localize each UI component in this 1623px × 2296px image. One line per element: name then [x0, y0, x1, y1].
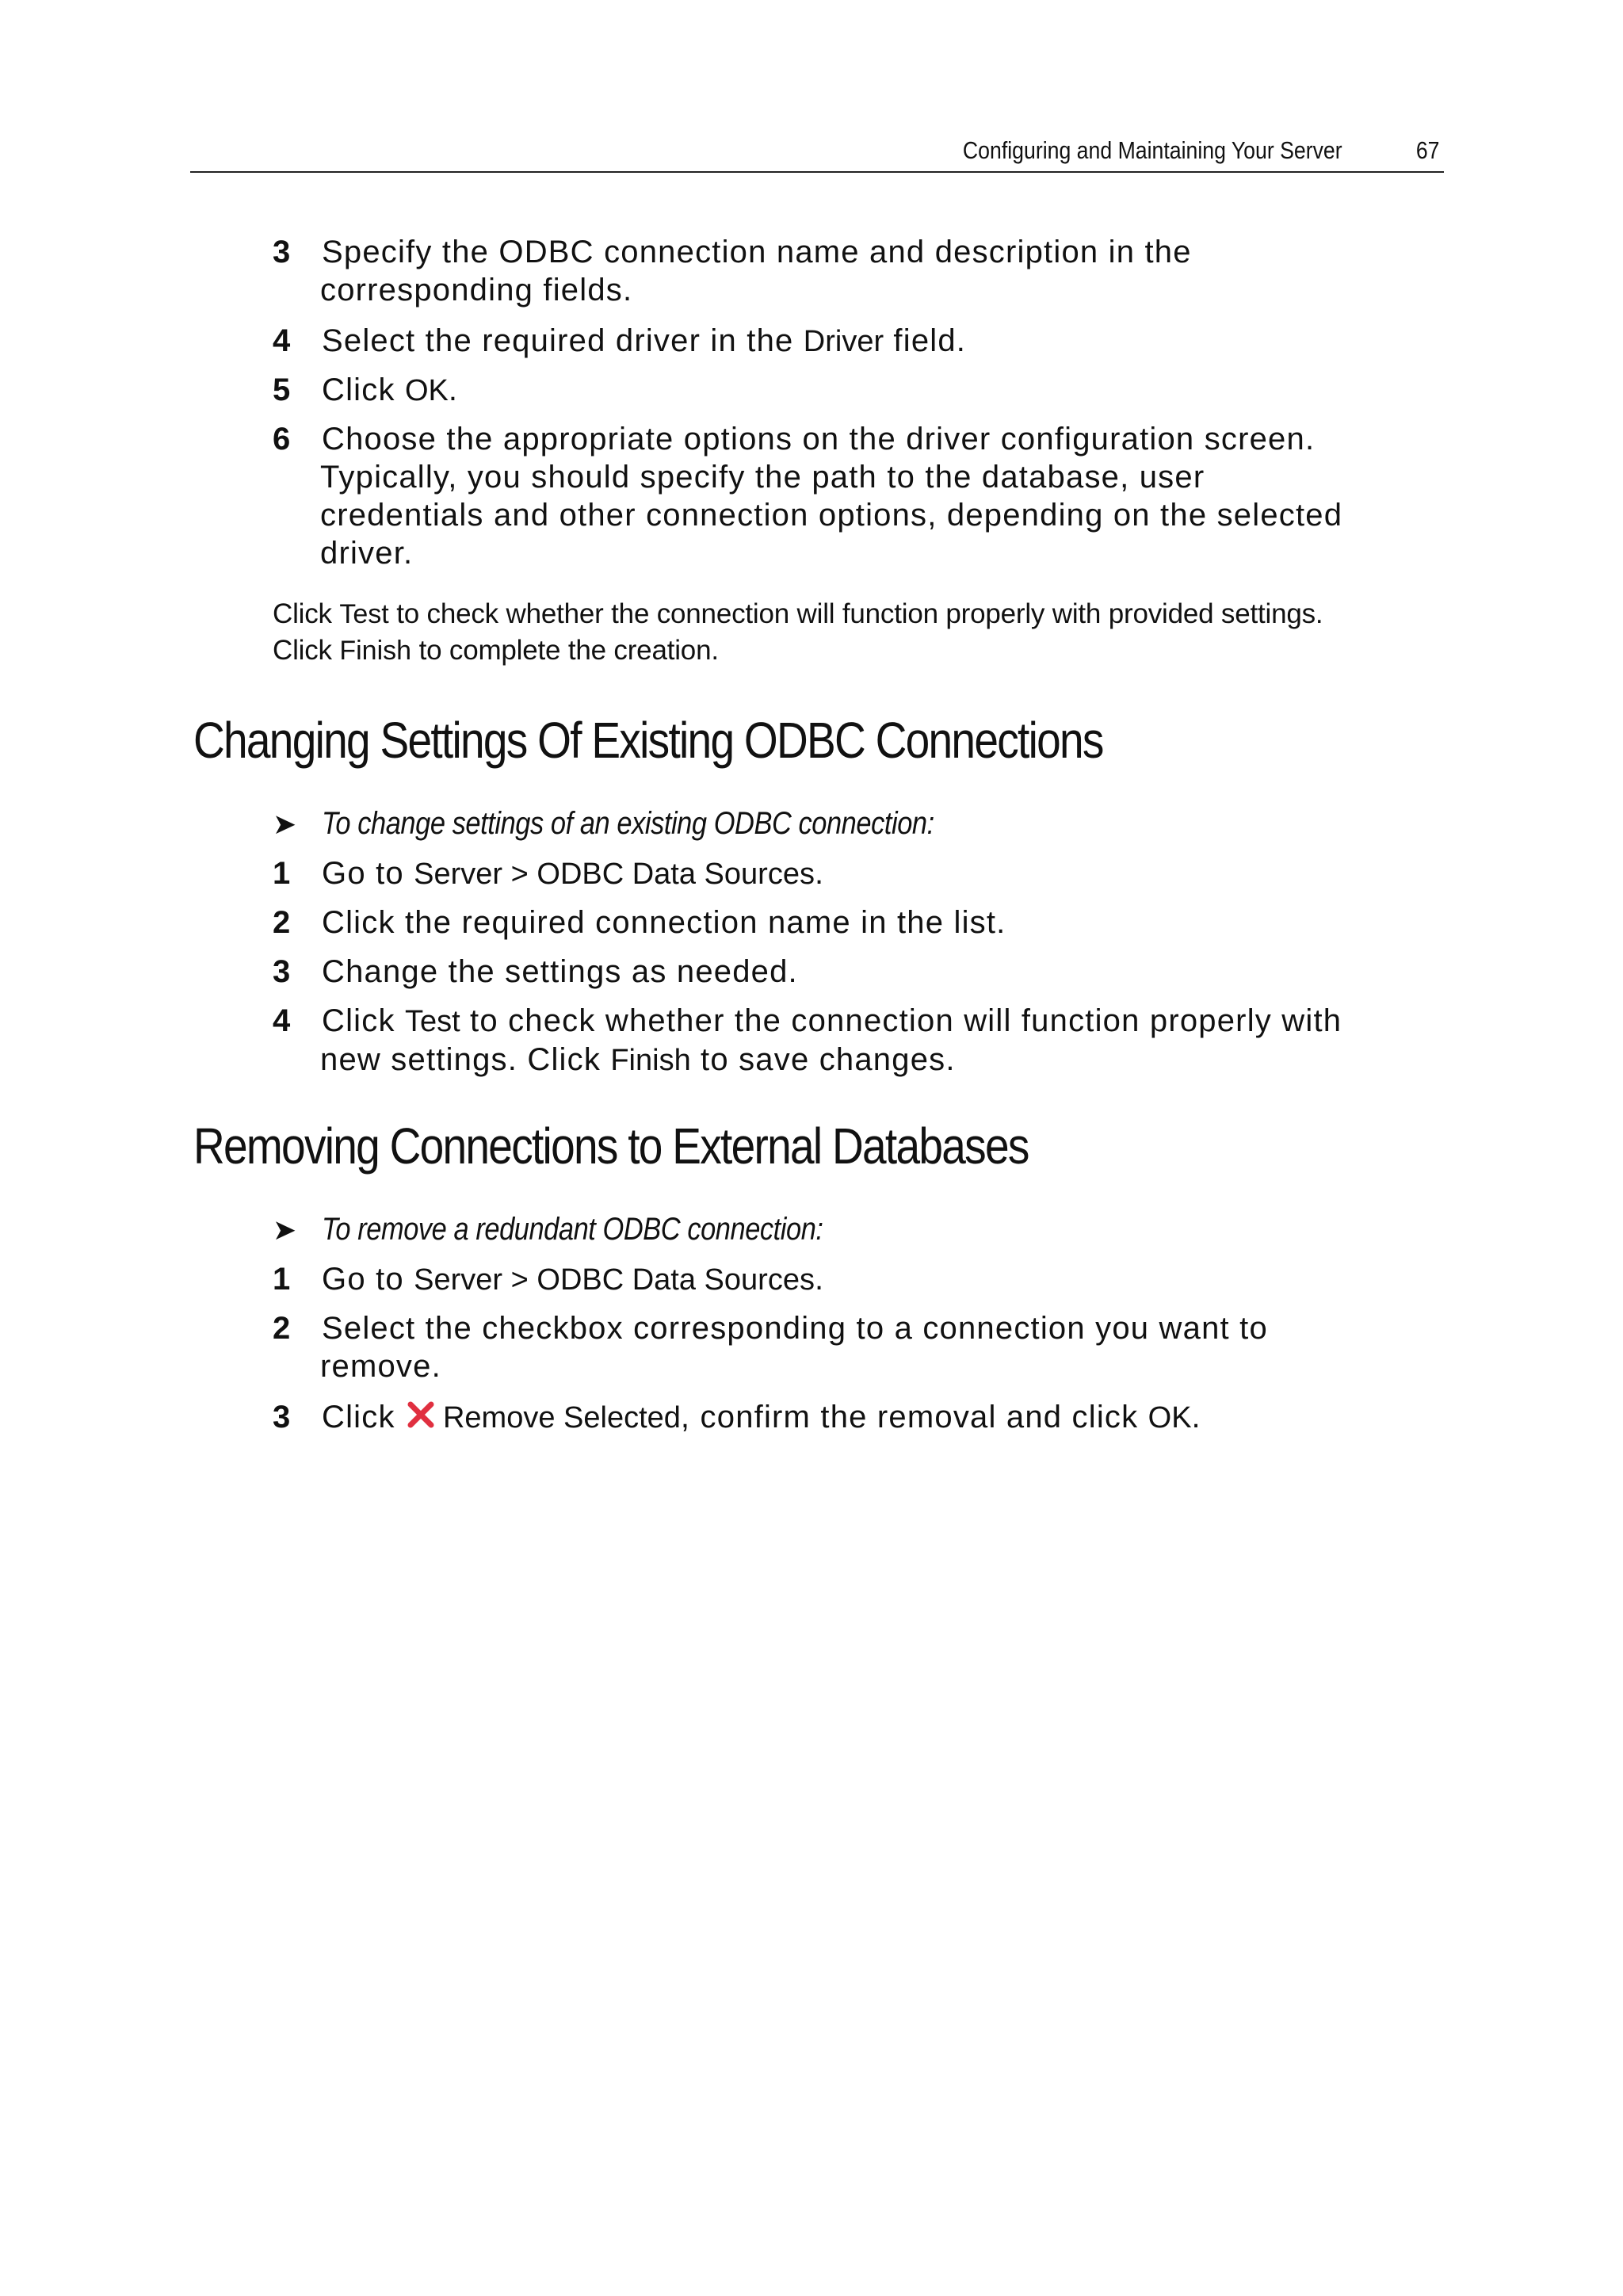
step-item: [273, 420, 1445, 572]
step-text: Change the settings as needed.: [322, 954, 798, 989]
note-text-part: Click: [273, 598, 340, 629]
procedure-title: [273, 804, 1034, 843]
step-text: [322, 1398, 1445, 1437]
page-number: 67: [1415, 136, 1439, 164]
step-item: [273, 1002, 1445, 1079]
arrow-bullet-icon: ➤: [273, 808, 297, 840]
step-item: [273, 904, 1445, 942]
step-number: 2: [273, 905, 291, 940]
note-line: [273, 632, 1445, 669]
step-text-part: to save changes.: [690, 1042, 956, 1077]
step-item: [273, 1260, 1445, 1299]
step-text-part: .: [814, 1262, 825, 1297]
step-text-line: remove.: [320, 1349, 441, 1384]
ui-term: Server > ODBC Data Sources: [414, 1263, 815, 1297]
note-text-part: to complete the creation.: [411, 635, 719, 666]
step-number: 3: [273, 1400, 291, 1435]
ui-term: Finish: [610, 1044, 691, 1077]
procedure-text: To remove a redundant ODBC connection:: [322, 1212, 823, 1247]
step-item: [273, 1398, 1445, 1437]
step-text-line: Choose the appropriate options on the driver configuration screen.: [322, 422, 1316, 457]
step-text: [322, 371, 1445, 410]
step-number: 6: [273, 422, 291, 457]
step-text-line: corresponding fields.: [320, 273, 633, 308]
step-text-part: Go to: [322, 856, 414, 891]
step-number: 1: [273, 856, 291, 891]
step-text-part: Select the required driver in the: [322, 323, 804, 358]
note-text-part: Click: [273, 635, 340, 666]
ui-term: Remove Selected: [442, 1401, 681, 1435]
step-text-line: [320, 1041, 1445, 1079]
step-item: [273, 953, 1445, 991]
ui-term: Test: [339, 599, 389, 629]
step-text-part: Click: [322, 1400, 405, 1435]
step-text-part: .: [1191, 1400, 1201, 1435]
ui-term: OK: [1148, 1401, 1192, 1435]
step-text-part: field.: [884, 323, 967, 358]
header-title: Configuring and Maintaining Your Server: [963, 136, 1342, 164]
arrow-bullet-icon: ➤: [273, 1213, 297, 1246]
step-item: [273, 371, 1445, 410]
step-number: 5: [273, 372, 291, 407]
ui-term: Test: [404, 1005, 460, 1038]
ui-term: Finish: [339, 636, 412, 666]
step-number: 2: [273, 1311, 291, 1346]
step-text: [322, 322, 1445, 361]
procedure-title: [273, 1210, 905, 1249]
step-number: 1: [273, 1262, 291, 1297]
step-text-part: .: [448, 372, 459, 407]
step-text-part: new settings. Click: [320, 1042, 611, 1077]
step-item: [273, 1309, 1445, 1385]
step-text-line: credentials and other connection options, depending on the selected: [320, 498, 1343, 533]
step-text-part: Go to: [322, 1262, 414, 1297]
step-text-part: to check whether the connection will function properly with: [460, 1003, 1342, 1038]
step-text-line: [322, 1002, 1445, 1041]
step-number: 3: [273, 235, 291, 269]
ui-term: Driver: [803, 325, 884, 358]
step-text-part: .: [814, 856, 825, 891]
step-text: Click the required connection name in the list.: [322, 905, 1006, 940]
step-text-line: Select the checkbox corresponding to a connection you want to: [322, 1311, 1268, 1346]
step-item: [273, 854, 1445, 893]
ui-term: Server > ODBC Data Sources: [414, 858, 815, 891]
section-heading: Removing Connections to External Databases: [193, 1117, 1029, 1175]
step-text-part: Click: [322, 372, 405, 407]
step-text-line: driver.: [320, 536, 414, 571]
remove-x-icon: [405, 1399, 437, 1431]
step-number: 3: [273, 954, 291, 989]
procedure-text: To change settings of an existing ODBC connection:: [322, 806, 934, 841]
step-text-line: Specify the ODBC connection name and description in the: [322, 235, 1192, 269]
note-text-part: to check whether the connection will function properly with provided settings.: [388, 598, 1323, 629]
step-text: [322, 854, 1445, 893]
step-number: 4: [273, 323, 291, 358]
step-text-line: Typically, you should specify the path to the database, user: [320, 460, 1205, 495]
note-paragraph: [273, 596, 1445, 669]
step-item: [273, 233, 1445, 309]
section-heading: Changing Settings Of Existing ODBC Connections: [193, 712, 1103, 769]
step-number: 4: [273, 1003, 291, 1038]
note-line: [273, 596, 1445, 632]
ui-term: OK: [404, 374, 449, 407]
step-text-part: Click: [322, 1003, 405, 1038]
step-text: [322, 1260, 1445, 1299]
step-text-part: , confirm the removal and click: [680, 1400, 1148, 1435]
page-header: [190, 133, 1444, 173]
step-item: [273, 322, 1445, 361]
